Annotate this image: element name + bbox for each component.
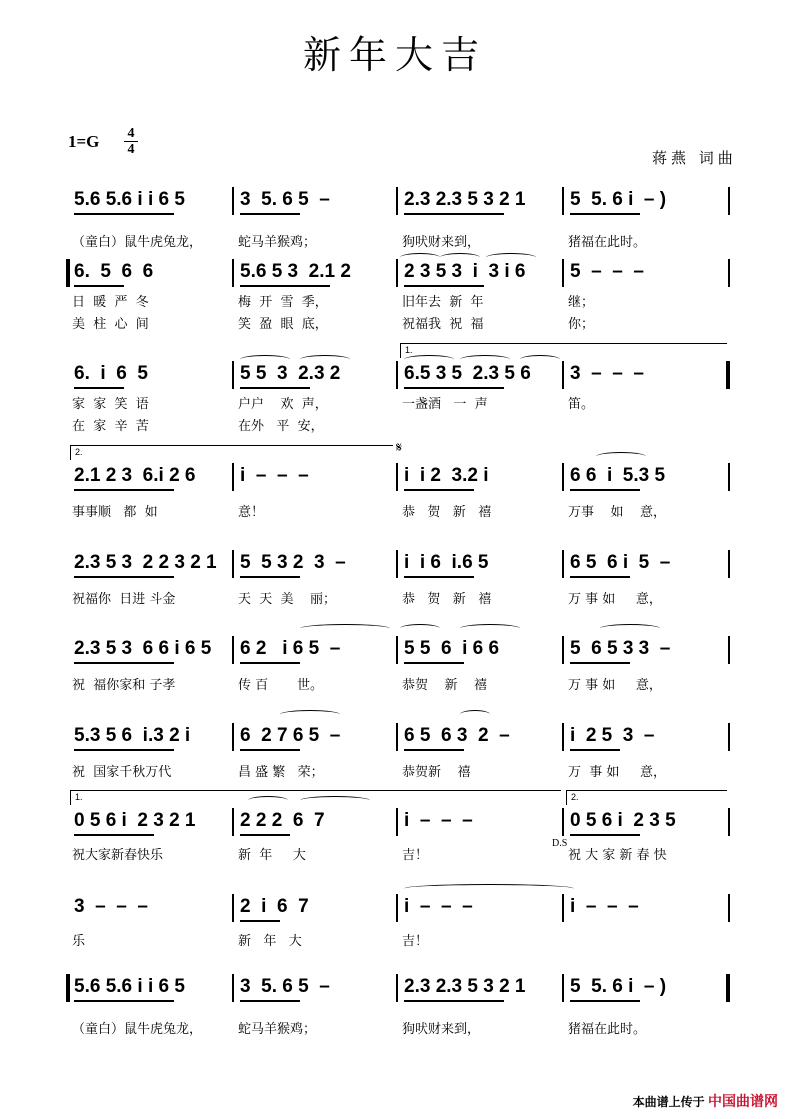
repeat-end-bar [726,361,730,389]
slur-mark [240,355,290,364]
barline [232,361,234,389]
slur-mark [300,355,350,364]
notes-measure: 5.6 5.6 i i 6 5 [74,189,185,210]
notes-measure: i – – – [404,810,473,831]
barline [396,636,398,664]
lyric-text: （童白）鼠牛虎兔龙， [72,1022,203,1037]
notes-measure: 6. 5 6 6 [74,261,154,282]
lyric-text: 万 事 如 意， [568,592,662,607]
barline [562,361,564,389]
beam-line [570,662,630,664]
time-bottom: 4 [124,141,138,157]
barline [562,550,564,578]
lyric-text-verse2: 在外 平 安， [238,419,324,434]
lyric-text: 户户 欢 声， [238,397,328,412]
lyric-text: 吉！ [402,934,429,949]
lyric-text: 新 年 大 [238,848,306,863]
notes-measure: i i 6 i.6 5 [404,552,489,573]
lyric-text: 万 事 如 意， [568,678,662,693]
lyric-text: 祝大家新春快乐 [72,848,164,863]
notes-measure: 6 2 7 6 5 – [240,725,341,746]
notes-measure: 5 5 3 2 3 – [240,552,346,573]
lyric-text: 猪福在此时。 [568,1022,647,1037]
composer-credit: 蒋燕 词曲 [652,149,737,167]
barline [396,974,398,1002]
notes-measure: i – – – [570,896,639,917]
barline [232,723,234,751]
barline [562,636,564,664]
notes-measure: 2.3 2.3 5 3 2 1 [404,976,526,997]
barline [562,723,564,751]
barline [728,723,730,751]
beam-line [240,387,310,389]
volta-first-ending-b-label: 1. [75,792,83,802]
slur-mark [460,355,510,364]
notes-measure: 6 6 i 5.3 5 [570,465,666,486]
notes-measure: 2 3 5 3 i 3 i 6 [404,261,526,282]
barline [396,894,398,922]
lyric-text: 新 年 大 [238,934,302,949]
lyric-text: 恭贺 新 禧 [402,678,488,693]
footer-brand: 中国曲谱网 [708,1093,778,1109]
notes-measure: 0 5 6 i 2 3 2 1 [74,810,196,831]
notes-measure: 2.3 2.3 5 3 2 1 [404,189,526,210]
lyric-text-verse2: 你； [568,317,595,332]
beam-line [74,213,174,215]
lyric-text: （童白）鼠牛虎兔龙， [72,235,203,250]
slur-mark [520,355,560,364]
barline [232,187,234,215]
barline [728,259,730,287]
lyric-text: 吉！ [402,848,429,863]
beam-line [74,834,154,836]
beam-line [404,662,464,664]
barline [232,259,234,287]
repeat-start-bar [66,974,70,1002]
notes-measure: 2 i 6 7 [240,896,309,917]
barline [728,636,730,664]
notes-measure: 0 5 6 i 2 3 5 [570,810,676,831]
barline [232,974,234,1002]
notes-measure: 2 2 2 6 7 [240,810,325,831]
lyric-text: 事事顺 都 如 [72,505,158,520]
lyric-text-verse2: 笑 盈 眼 底， [238,317,328,332]
segno-sign: 𝄋 [396,440,403,456]
key-signature: 1=G [68,132,100,151]
beam-line [240,1000,300,1002]
slur-mark [460,710,490,719]
beam-line [570,213,640,215]
lyric-text: 梅 开 雪 季， [238,295,328,310]
volta-first-ending-label: 1. [405,345,413,355]
beam-line [404,1000,504,1002]
beam-line [240,213,300,215]
barline [396,723,398,751]
lyric-text: 祝 国家千秋万代 [72,765,172,780]
lyric-text: 意！ [238,505,265,520]
slur-mark [248,796,288,805]
song-title: 新年大吉 [302,33,487,77]
slur-mark [300,796,370,805]
volta-second-ending [70,445,393,460]
lyric-text: 祝 大 家 新 春 快 [568,848,667,863]
slur-mark [404,355,454,364]
notes-measure: 6 5 6 3 2 – [404,725,510,746]
beam-line [570,749,620,751]
lyric-text: 恭 贺 新 禧 [402,592,492,607]
barline [232,550,234,578]
volta-second-ending-b [566,790,727,805]
lyric-text: 家 家 笑 语 [72,397,149,412]
notes-measure: 5 5. 6 i – ) [570,976,667,997]
notes-measure: 3 – – – [74,896,148,917]
notes-measure: 5 6 5 3 3 – [570,638,671,659]
lyric-text: 继； [568,295,595,310]
ds-marker: D.S [552,838,568,849]
barline [396,550,398,578]
lyric-text-verse2: 美 柱 心 间 [72,317,149,332]
beam-line [404,749,464,751]
footer [633,1091,778,1111]
beam-line [240,576,300,578]
notes-measure: 5.6 5 3 2.1 2 [240,261,351,282]
volta-second-ending-label: 2. [75,447,83,457]
time-top: 4 [127,126,135,141]
notes-measure: i 2 5 3 – [570,725,655,746]
notes-measure: i – – – [404,896,473,917]
barline [562,463,564,491]
lyric-text: 万事 如 意， [568,505,667,520]
notes-measure: 6 2 i 6 5 – [240,638,341,659]
lyric-text: 狗吠财来到， [402,1022,481,1037]
lyric-text: 蛇马羊猴鸡； [238,235,317,250]
beam-line [404,285,484,287]
lyric-text: 恭贺新 禧 [402,765,471,780]
barline [396,187,398,215]
beam-line [240,285,330,287]
barline [728,808,730,836]
notes-measure: 3 – – – [570,363,644,384]
beam-line [404,213,504,215]
slur-mark [460,624,520,633]
barline [728,550,730,578]
lyric-text: 乐 [72,934,86,949]
notes-measure: 5 5 3 2.3 2 [240,363,341,384]
slur-mark [400,624,440,633]
barline [396,808,398,836]
lyric-text-verse2: 祝福我 祝 福 [402,317,484,332]
beam-line [74,662,174,664]
barline [728,894,730,922]
lyric-text: 恭 贺 新 禧 [402,505,492,520]
repeat-end-bar [726,974,730,1002]
lyric-text: 蛇马羊猴鸡； [238,1022,317,1037]
time-signature [124,126,138,157]
volta-first-ending [400,343,727,358]
barline [728,463,730,491]
barline [562,187,564,215]
lyric-text: 日 暖 严 冬 [72,295,149,310]
barline [232,463,234,491]
beam-line [74,576,174,578]
barline [396,463,398,491]
beam-line [74,387,124,389]
beam-line [74,489,174,491]
beam-line [404,387,504,389]
notes-measure: 5.3 5 6 i.3 2 i [74,725,191,746]
barline [232,894,234,922]
repeat-start-bar [66,259,70,287]
slur-mark [596,452,646,461]
notes-measure: i i 2 3.2 i [404,465,489,486]
beam-line [74,1000,174,1002]
beam-line [240,920,280,922]
lyric-text: 传 百 世。 [238,678,324,693]
beam-line [570,1000,640,1002]
barline [562,259,564,287]
slur-mark [400,253,440,262]
notes-measure: 5.6 5.6 i i 6 5 [74,976,185,997]
notes-measure: 2.3 5 3 2 2 3 2 1 [74,552,217,573]
beam-line [570,834,640,836]
barline [728,187,730,215]
notes-measure: 3 5. 6 5 – [240,976,330,997]
lyric-text: 旧年去 新 年 [402,295,484,310]
lyric-text: 一盏酒 一 声 [402,397,488,412]
beam-line [404,576,474,578]
footer-text: 本曲谱上传于 [632,1095,705,1109]
barline [232,808,234,836]
lyric-text: 万 事 如 意， [568,765,667,780]
notes-measure: 2.3 5 3 6 6 i 6 5 [74,638,212,659]
slur-mark [300,624,390,633]
lyric-text: 祝 福你家和 子孝 [72,678,176,693]
lyric-text: 祝福你 日进 斗金 [72,592,176,607]
notes-measure: 6 5 6 i 5 – [570,552,671,573]
lyric-text: 昌 盛 繁 荣； [238,765,324,780]
notes-measure: 6. i 6 5 [74,363,148,384]
lyric-text: 天 天 美 丽； [238,592,337,607]
beam-line [570,576,630,578]
beam-line [74,749,174,751]
beam-line [74,285,124,287]
notes-measure: 5 – – – [570,261,644,282]
beam-line [240,834,290,836]
notes-measure: 3 5. 6 5 – [240,189,330,210]
barline [562,808,564,836]
slur-mark [486,253,536,262]
notes-measure: 5 5 6 i 6 6 [404,638,500,659]
barline [562,894,564,922]
beam-line [570,489,640,491]
lyric-text: 猪福在此时。 [568,235,647,250]
notes-measure: 5 5. 6 i – ) [570,189,667,210]
barline [562,974,564,1002]
beam-line [404,489,474,491]
barline [232,636,234,664]
beam-line [240,749,300,751]
slur-mark [280,710,340,719]
barline [396,259,398,287]
lyric-text-verse2: 在 家 辛 苦 [72,419,149,434]
slur-mark [404,884,574,893]
notes-measure: 6.5 3 5 2.3 5 6 [404,363,531,384]
slur-mark [600,624,660,633]
barline [396,361,398,389]
notes-measure: i – – – [240,465,309,486]
volta-second-ending-b-label: 2. [571,792,579,802]
lyric-text: 笛。 [568,397,595,412]
slur-mark [440,253,480,262]
beam-line [240,662,300,664]
notes-measure: 2.1 2 3 6.i 2 6 [74,465,196,486]
lyric-text: 狗吠财来到， [402,235,481,250]
